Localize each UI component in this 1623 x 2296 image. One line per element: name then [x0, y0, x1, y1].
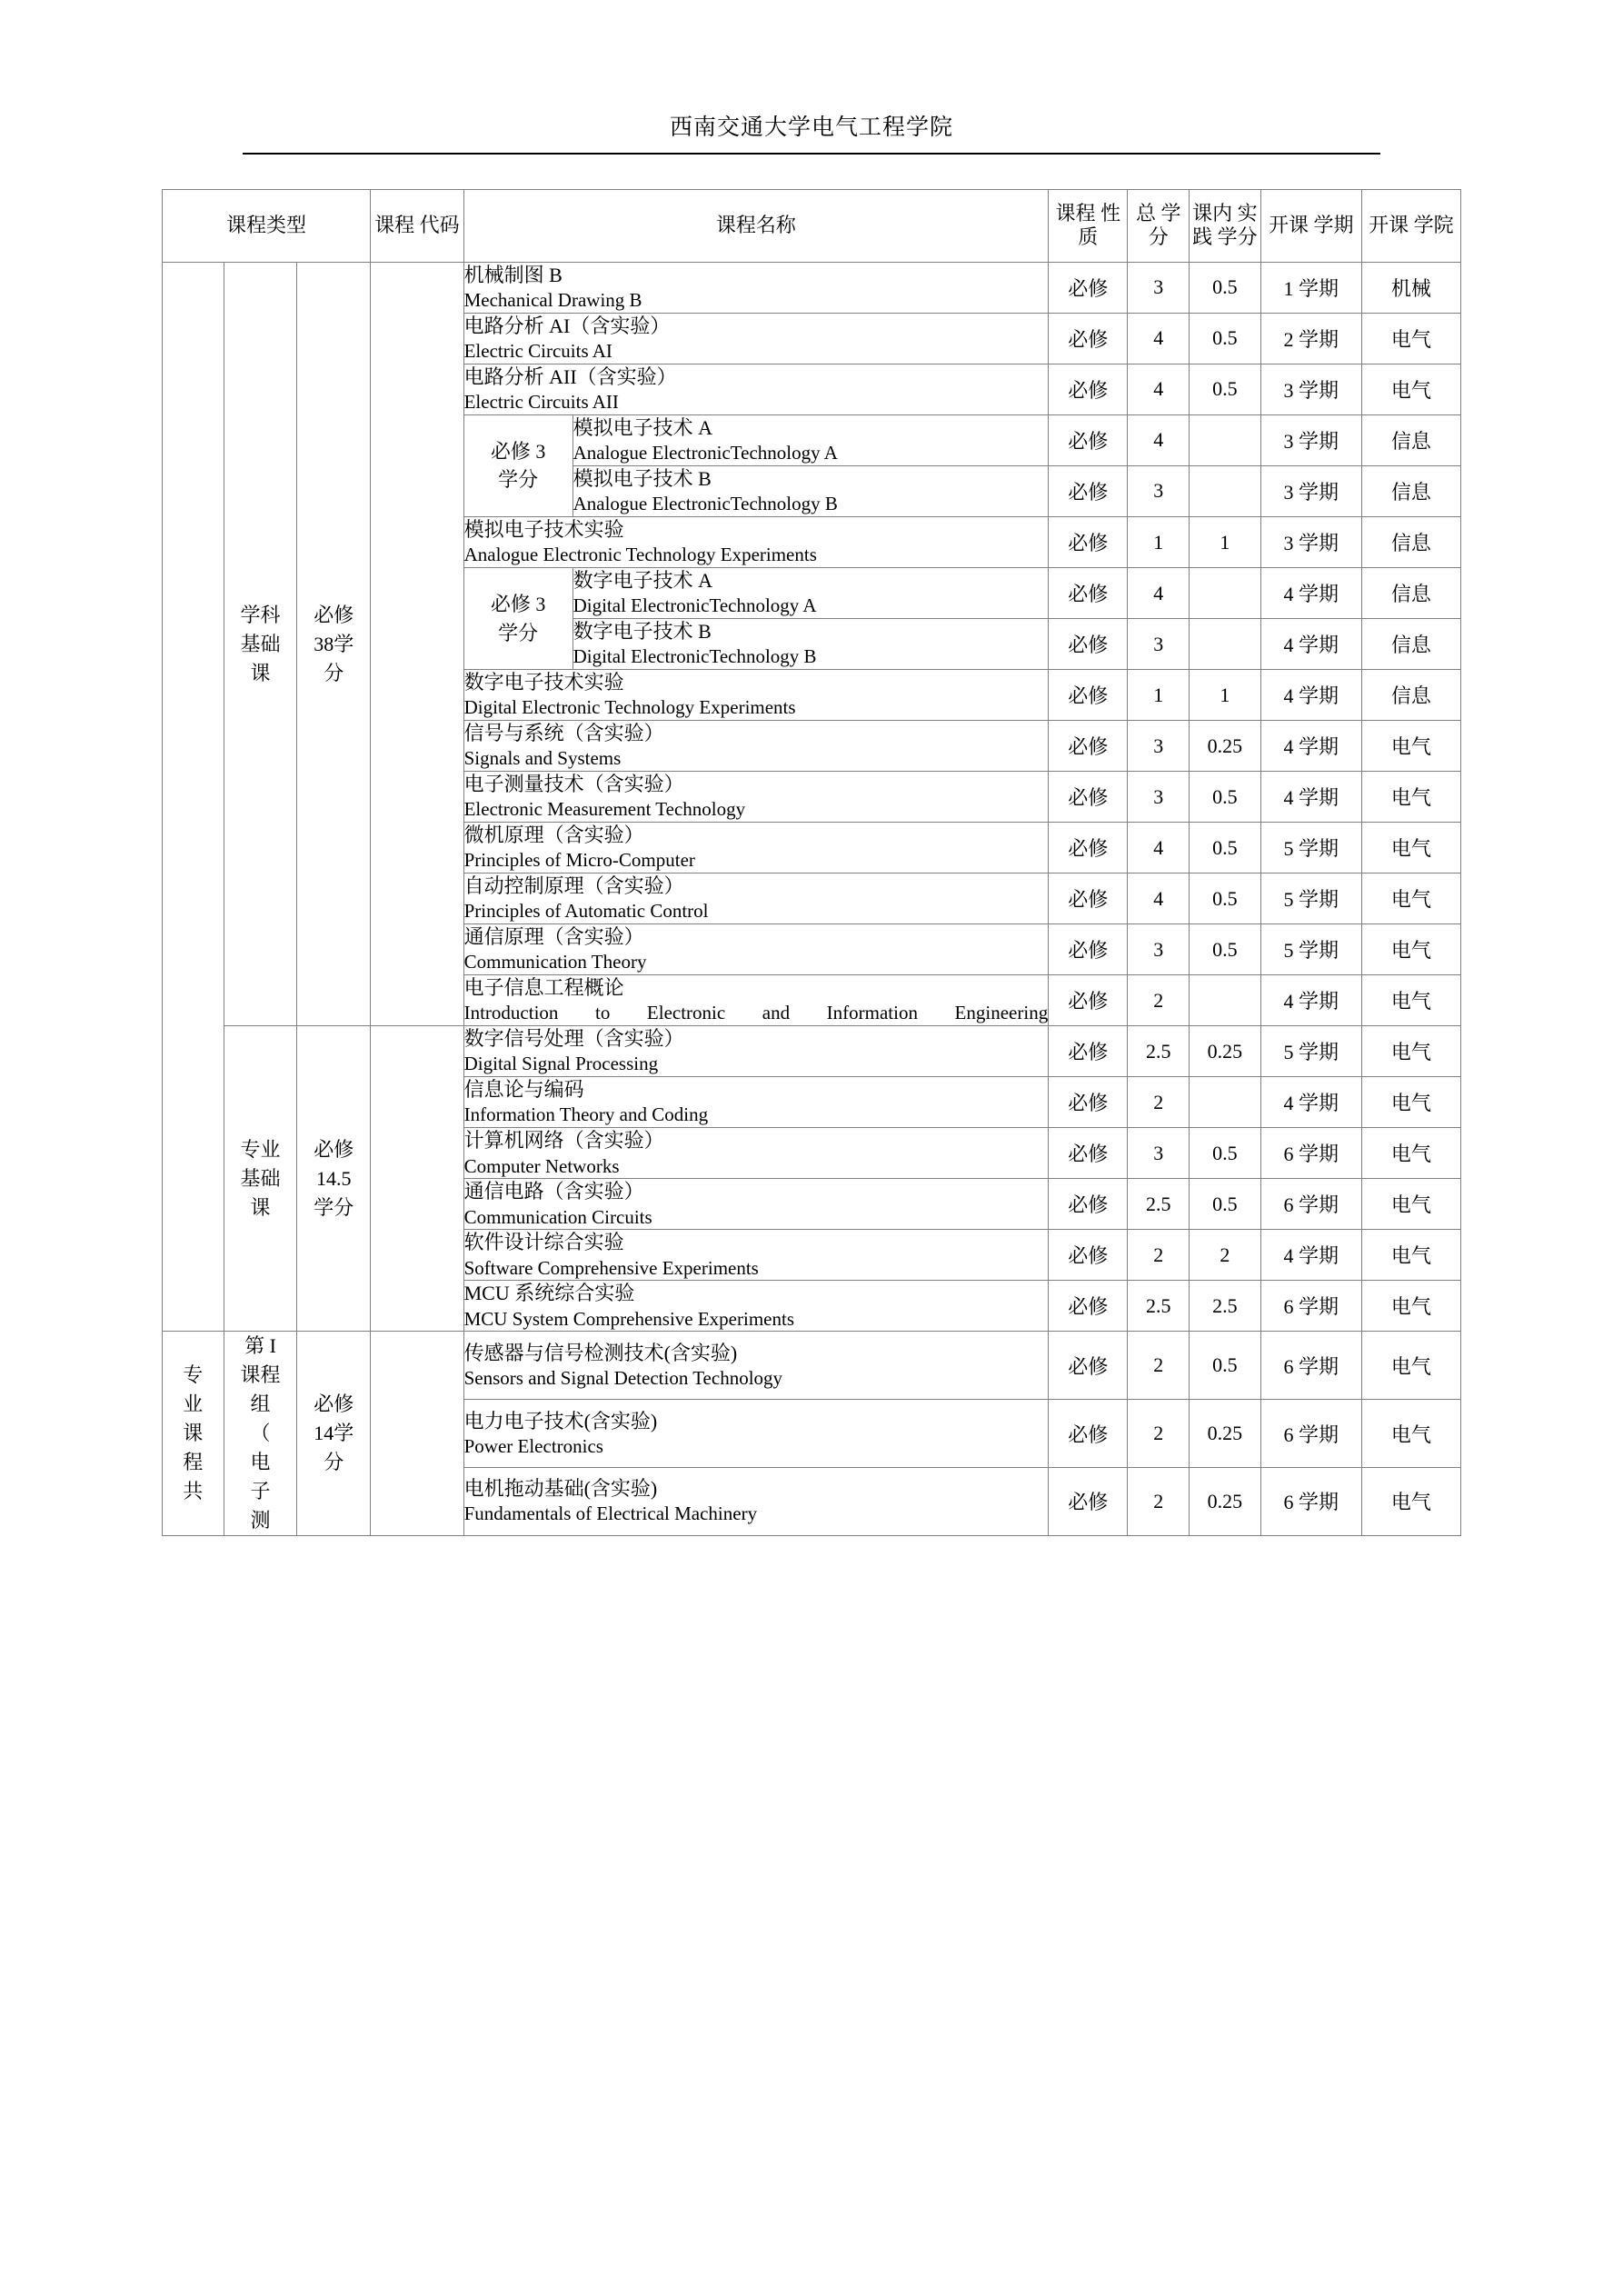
course-department: 机械: [1361, 262, 1460, 313]
category-level2: [224, 262, 297, 1025]
course-practice-credits: 2: [1190, 1230, 1261, 1281]
course-credits: 3: [1128, 619, 1190, 670]
course-name-cn: 数字信号处理（含实验）: [463, 1027, 684, 1051]
course-credits: 2.5: [1128, 1179, 1190, 1230]
course-term: 3 学期: [1260, 414, 1361, 465]
course-property: 必修: [1049, 516, 1128, 567]
category-level2-line: 电: [250, 1451, 271, 1474]
course-property: 必修: [1049, 619, 1128, 670]
course-department: 电气: [1361, 1467, 1460, 1535]
course-department: 电气: [1361, 1400, 1460, 1468]
course-property: 必修: [1049, 465, 1128, 516]
course-term: 3 学期: [1260, 465, 1361, 516]
course-name-en: Principles of Automatic Control: [463, 900, 709, 923]
category-level1-blank: [163, 262, 224, 1332]
course-practice-credits: 0.5: [1190, 1332, 1261, 1400]
course-credits: 4: [1128, 823, 1190, 873]
header-property-line1: 课程: [1055, 201, 1096, 225]
course-name-en: Communication Circuits: [463, 1205, 652, 1228]
course-property: 必修: [1049, 1332, 1128, 1400]
course-credits: 3: [1128, 1128, 1190, 1179]
course-name-cell: [463, 1467, 1049, 1535]
course-name-cell: [463, 975, 1049, 1026]
category-level2-line: （: [250, 1422, 271, 1445]
course-name-cn: 电子信息工程概论: [463, 976, 624, 1000]
course-table-body: [163, 262, 1461, 1535]
course-name-en: Principles of Micro-Computer: [463, 849, 695, 872]
course-name-cn: 电路分析 AI（含实验）: [463, 314, 671, 337]
course-practice-credits: 1: [1190, 516, 1261, 567]
course-name-en: Digital ElectronicTechnology B: [573, 645, 817, 668]
course-subgroup-requirement: [463, 414, 573, 516]
course-property: 必修: [1049, 414, 1128, 465]
course-name-cn: 模拟电子技术 B: [573, 466, 712, 490]
course-name-cn: 数字电子技术 B: [573, 620, 712, 644]
course-name-cell: [573, 414, 1049, 465]
course-name-cell: [463, 1400, 1049, 1468]
course-credits: 3: [1128, 262, 1190, 313]
course-practice-credits: 0.5: [1190, 1179, 1261, 1230]
course-name-cell: [463, 1128, 1049, 1179]
course-subgroup-requirement-line: 学分: [498, 621, 539, 644]
course-credits: 2: [1128, 975, 1190, 1026]
course-name-en: MCU System Comprehensive Experiments: [463, 1307, 794, 1330]
category-credit-requirement: [297, 262, 371, 1025]
course-name-cn: 电机拖动基础(含实验): [463, 1477, 658, 1501]
course-term: 6 学期: [1260, 1128, 1361, 1179]
course-credits: 3: [1128, 772, 1190, 823]
course-term: 5 学期: [1260, 873, 1361, 924]
category-credit-requirement-line: 14学: [314, 1422, 354, 1445]
course-practice-credits: 0.25: [1190, 1400, 1261, 1468]
course-property: 必修: [1049, 975, 1128, 1026]
course-term: 4 学期: [1260, 619, 1361, 670]
header-credits-line2: 学: [1160, 201, 1181, 225]
course-department: 电气: [1361, 975, 1460, 1026]
course-name-en: Power Electronics: [463, 1434, 603, 1457]
course-name-cn: 电路分析 AII（含实验）: [463, 364, 677, 388]
header-course-name: 课程名称: [463, 190, 1049, 263]
course-credits: 2: [1128, 1400, 1190, 1468]
course-property: 必修: [1049, 873, 1128, 924]
course-department: 信息: [1361, 516, 1460, 567]
course-property: 必修: [1049, 1467, 1128, 1535]
course-name-cell: [463, 1332, 1049, 1400]
course-term: 1 学期: [1260, 262, 1361, 313]
course-credits: 3: [1128, 721, 1190, 772]
course-subgroup-requirement-line: 必修 3: [490, 439, 546, 463]
course-name-en: Electric Circuits AII: [463, 391, 619, 414]
course-practice-credits: [1190, 975, 1261, 1026]
course-term: 6 学期: [1260, 1400, 1361, 1468]
course-credits: 2.5: [1128, 1026, 1190, 1077]
course-name-cn: 模拟电子技术实验: [463, 517, 624, 541]
course-term: 6 学期: [1260, 1467, 1361, 1535]
course-property: 必修: [1049, 1230, 1128, 1281]
header-term-line1: 开课: [1268, 214, 1309, 236]
category-level1-line: 共: [183, 1479, 204, 1502]
category-level1: [163, 1332, 224, 1535]
course-practice-credits: 0.5: [1190, 364, 1261, 414]
course-name-cn: 传感器与信号检测技术(含实验): [463, 1341, 738, 1364]
course-term: 4 学期: [1260, 670, 1361, 721]
course-property: 必修: [1049, 1179, 1128, 1230]
category-credit-requirement-line: 分: [324, 661, 344, 684]
category-level1-line: 程: [183, 1451, 204, 1474]
course-name-en: Electronic Measurement Technology: [463, 798, 746, 821]
course-term: 6 学期: [1260, 1332, 1361, 1400]
course-property: 必修: [1049, 1281, 1128, 1332]
course-practice-credits: 0.5: [1190, 823, 1261, 873]
course-department: 信息: [1361, 670, 1460, 721]
category-level2-line: 基础: [240, 632, 281, 655]
course-name-cn: 模拟电子技术 A: [573, 415, 712, 439]
course-term: 4 学期: [1260, 721, 1361, 772]
course-name-cn: 信息论与编码: [463, 1078, 584, 1102]
course-department: 电气: [1361, 772, 1460, 823]
course-department: 信息: [1361, 568, 1460, 619]
category-level2-line: 第 I: [244, 1334, 276, 1358]
course-practice-credits: 0.5: [1190, 772, 1261, 823]
header-practice-line1: 课内: [1192, 201, 1233, 225]
course-name-cell: [463, 313, 1049, 364]
course-department: 电气: [1361, 1077, 1460, 1128]
category-credit-requirement-line: 学分: [314, 1195, 354, 1219]
course-practice-credits: [1190, 465, 1261, 516]
course-term: 3 学期: [1260, 364, 1361, 414]
course-credits: 2: [1128, 1077, 1190, 1128]
course-name-cell: [463, 823, 1049, 873]
course-name-en: Analogue Electronic Technology Experiments: [463, 544, 817, 566]
category-credit-requirement: [297, 1026, 371, 1332]
header-code-line1: 课程: [374, 214, 415, 236]
header-dept-line1: 开课: [1369, 214, 1409, 236]
course-name-en: Digital Electronic Technology Experiments: [463, 696, 796, 719]
course-name-en: Mechanical Drawing B: [463, 288, 642, 311]
course-subgroup-requirement-line: 必修 3: [490, 592, 546, 615]
course-department: 信息: [1361, 414, 1460, 465]
course-property: 必修: [1049, 823, 1128, 873]
course-practice-credits: 1: [1190, 670, 1261, 721]
category-level2-line: 课: [250, 1195, 271, 1219]
course-property: 必修: [1049, 568, 1128, 619]
course-practice-credits: [1190, 619, 1261, 670]
course-name-en: Introduction to Electronic and Information Engineering: [463, 1002, 1049, 1024]
course-name-cell: [463, 1230, 1049, 1281]
course-department: 电气: [1361, 924, 1460, 975]
category-credit-requirement: [297, 1332, 371, 1535]
course-department: 电气: [1361, 1281, 1460, 1332]
header-property: [1049, 190, 1128, 263]
course-name-cn: 自动控制原理（含实验）: [463, 874, 684, 898]
course-practice-credits: 0.5: [1190, 873, 1261, 924]
header-practice-line2: 实践: [1192, 201, 1258, 249]
category-level1-line: 课: [183, 1422, 204, 1445]
course-name-en: Fundamentals of Electrical Machinery: [463, 1502, 758, 1525]
course-name-en: Software Comprehensive Experiments: [463, 1256, 759, 1279]
course-term: 2 学期: [1260, 313, 1361, 364]
course-property: 必修: [1049, 1026, 1128, 1077]
course-name-cell: [463, 516, 1049, 567]
course-name-en: Analogue ElectronicTechnology A: [573, 442, 838, 464]
course-credits: 4: [1128, 568, 1190, 619]
course-department: 电气: [1361, 721, 1460, 772]
course-name-cell: [463, 670, 1049, 721]
course-name-cell: [463, 721, 1049, 772]
course-property: 必修: [1049, 670, 1128, 721]
course-name-cn: 软件设计综合实验: [463, 1231, 624, 1254]
course-department: 信息: [1361, 465, 1460, 516]
course-department: 电气: [1361, 313, 1460, 364]
header-credits: [1128, 190, 1190, 263]
category-level2: [224, 1026, 297, 1332]
course-name-cell: [463, 1077, 1049, 1128]
course-name-cell: [573, 465, 1049, 516]
course-name-cn: MCU 系统综合实验: [463, 1282, 635, 1305]
course-subgroup-requirement-line: 学分: [498, 468, 539, 492]
course-property: 必修: [1049, 924, 1128, 975]
course-practice-credits: 2.5: [1190, 1281, 1261, 1332]
course-practice-credits: 0.25: [1190, 721, 1261, 772]
course-name-cell: [463, 924, 1049, 975]
course-practice-credits: 0.5: [1190, 313, 1261, 364]
course-credits: 4: [1128, 873, 1190, 924]
course-term: 5 学期: [1260, 1026, 1361, 1077]
category-credit-requirement-line: 分: [324, 1451, 344, 1474]
course-practice-credits: [1190, 1077, 1261, 1128]
header-code: [371, 190, 464, 263]
course-name-cn: 通信原理（含实验）: [463, 925, 644, 949]
category-level2-line: 课: [250, 661, 271, 684]
course-term: 4 学期: [1260, 1230, 1361, 1281]
course-table-wrapper: [162, 189, 1461, 1536]
course-name-en: Digital ElectronicTechnology A: [573, 594, 817, 617]
category-level2-line: 基础: [240, 1166, 281, 1190]
course-name-cell: [463, 873, 1049, 924]
course-name-cell: [573, 619, 1049, 670]
category-level2-line: 子: [250, 1479, 271, 1502]
course-department: 电气: [1361, 1026, 1460, 1077]
category-credit-requirement-line: 必修: [314, 1138, 354, 1162]
header-code-line2: 代码: [419, 214, 460, 236]
header-term-line2: 学期: [1313, 214, 1354, 236]
category-credit-requirement-line: 必修: [314, 1393, 354, 1416]
course-practice-credits: 0.5: [1190, 262, 1261, 313]
course-department: 电气: [1361, 1230, 1460, 1281]
table-row: [163, 1332, 1461, 1400]
course-code-cell: [371, 1332, 464, 1535]
course-department: 电气: [1361, 1179, 1460, 1230]
course-credits: 2: [1128, 1332, 1190, 1400]
course-credits: 1: [1128, 670, 1190, 721]
course-department: 电气: [1361, 873, 1460, 924]
course-credits: 3: [1128, 465, 1190, 516]
course-name-cell: [463, 1281, 1049, 1332]
course-name-en: Sensors and Signal Detection Technology: [463, 1366, 783, 1389]
course-name-en: Electric Circuits AI: [463, 340, 612, 363]
course-term: 5 学期: [1260, 924, 1361, 975]
table-row: [163, 262, 1461, 313]
course-property: 必修: [1049, 262, 1128, 313]
course-name-cn: 数字电子技术实验: [463, 671, 624, 694]
category-level2-line: 课程: [240, 1363, 281, 1387]
course-name-en: Signals and Systems: [463, 747, 622, 770]
course-term: 5 学期: [1260, 823, 1361, 873]
course-name-cell: [463, 262, 1049, 313]
header-term: [1260, 190, 1361, 263]
course-code-cell: [371, 262, 464, 1025]
course-department: 电气: [1361, 823, 1460, 873]
course-property: 必修: [1049, 313, 1128, 364]
course-credits: 2: [1128, 1230, 1190, 1281]
header-credits-line3: 分: [1148, 225, 1169, 249]
course-practice-credits: 0.5: [1190, 1128, 1261, 1179]
course-credits: 3: [1128, 924, 1190, 975]
course-name-cn: 机械制图 B: [463, 263, 563, 286]
course-name-cell: [463, 772, 1049, 823]
course-term: 6 学期: [1260, 1179, 1361, 1230]
course-term: 4 学期: [1260, 772, 1361, 823]
course-name-cell: [463, 364, 1049, 414]
header-category: 课程类型: [163, 190, 371, 263]
course-name-cell: [463, 1179, 1049, 1230]
course-credits: 1: [1128, 516, 1190, 567]
course-name-cell: [463, 1026, 1049, 1077]
course-name-cell: [573, 568, 1049, 619]
course-name-cn: 电力电子技术(含实验): [463, 1409, 658, 1433]
course-department: 信息: [1361, 619, 1460, 670]
course-name-cn: 电子测量技术（含实验）: [463, 773, 684, 796]
category-level2-line: 测: [250, 1508, 271, 1532]
course-name-cn: 计算机网络（含实验）: [463, 1129, 664, 1153]
category-level2: [224, 1332, 297, 1535]
category-credit-requirement-line: 38学: [314, 632, 354, 655]
course-property: 必修: [1049, 364, 1128, 414]
course-term: 3 学期: [1260, 516, 1361, 567]
course-practice-credits: [1190, 414, 1261, 465]
category-level2-line: 组: [250, 1393, 271, 1416]
course-practice-credits: [1190, 568, 1261, 619]
category-level1-line: 业: [183, 1393, 204, 1416]
course-name-en: Digital Signal Processing: [463, 1053, 659, 1075]
table-row: [163, 1026, 1461, 1077]
course-term: 6 学期: [1260, 1281, 1361, 1332]
course-term: 4 学期: [1260, 568, 1361, 619]
course-credits: 2.5: [1128, 1281, 1190, 1332]
header-practice-line3: 学分: [1217, 225, 1258, 249]
course-department: 电气: [1361, 1332, 1460, 1400]
course-name-cn: 通信电路（含实验）: [463, 1180, 644, 1203]
course-credits: 4: [1128, 414, 1190, 465]
course-name-cn: 微机原理（含实验）: [463, 824, 644, 847]
course-property: 必修: [1049, 772, 1128, 823]
course-credits: 4: [1128, 364, 1190, 414]
course-subgroup-requirement: [463, 568, 573, 670]
course-name-en: Communication Theory: [463, 951, 647, 973]
header-divider: [243, 153, 1380, 155]
course-term: 4 学期: [1260, 1077, 1361, 1128]
header-credits-line1: 总: [1135, 201, 1156, 225]
course-practice-credits: 0.5: [1190, 924, 1261, 975]
course-property: 必修: [1049, 1400, 1128, 1468]
course-property: 必修: [1049, 1077, 1128, 1128]
header-practice-credits: [1190, 190, 1261, 263]
course-term: 4 学期: [1260, 975, 1361, 1026]
course-practice-credits: 0.25: [1190, 1467, 1261, 1535]
course-property: 必修: [1049, 1128, 1128, 1179]
header-department: [1361, 190, 1460, 263]
course-table: [162, 189, 1461, 1536]
course-credits: 2: [1128, 1467, 1190, 1535]
course-code-cell: [371, 1026, 464, 1332]
course-name-en: Analogue ElectronicTechnology B: [573, 493, 838, 515]
course-name-cn: 数字电子技术 A: [573, 569, 712, 593]
category-level1-line: 专: [183, 1363, 204, 1387]
header-title: 西南交通大学电气工程学院: [669, 115, 953, 140]
course-department: 电气: [1361, 364, 1460, 414]
course-name-en: Information Theory and Coding: [463, 1103, 709, 1126]
category-level2-line: 专业: [240, 1138, 281, 1162]
category-credit-requirement-line: 必修: [314, 603, 354, 626]
course-department: 电气: [1361, 1128, 1460, 1179]
header-property-line2: 性质: [1078, 201, 1121, 249]
page-header: [0, 0, 1623, 142]
category-level2-line: 学科: [240, 603, 281, 626]
course-credits: 4: [1128, 313, 1190, 364]
course-practice-credits: 0.25: [1190, 1026, 1261, 1077]
course-name-cn: 信号与系统（含实验）: [463, 722, 664, 745]
course-property: 必修: [1049, 721, 1128, 772]
course-name-en: Computer Networks: [463, 1154, 620, 1177]
header-dept-line2: 学院: [1413, 214, 1454, 236]
table-header-row: [163, 190, 1461, 263]
category-credit-requirement-line: 14.5: [315, 1166, 352, 1190]
